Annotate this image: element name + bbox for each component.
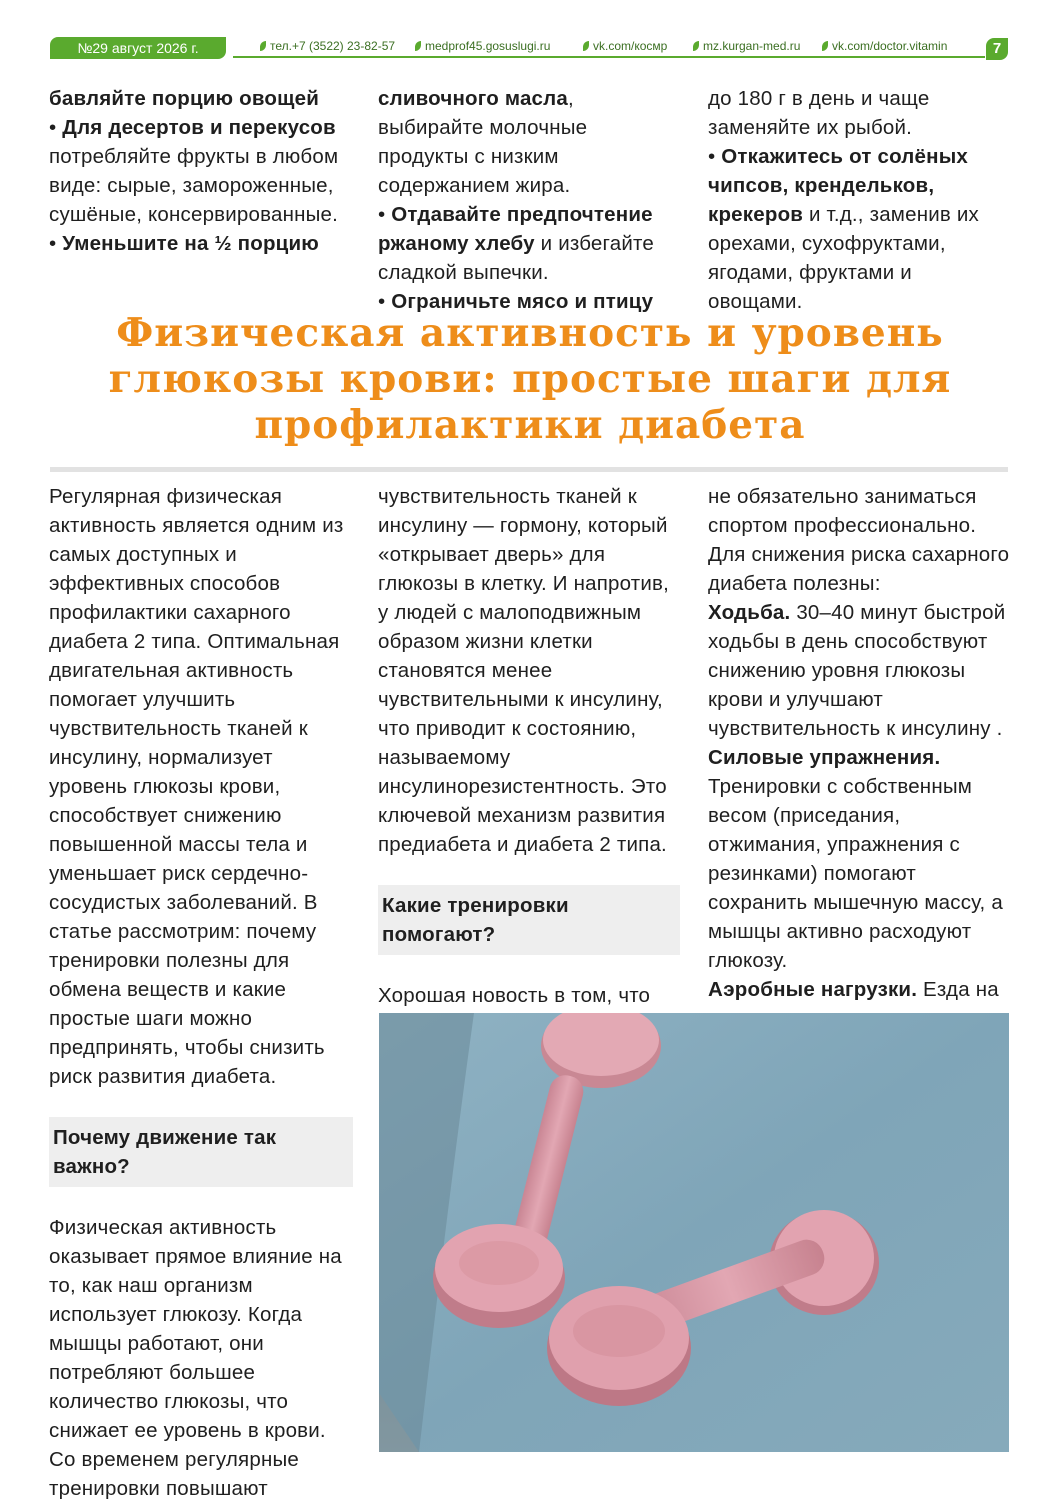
article-column-2: [378, 482, 680, 1010]
header-rule: [233, 56, 985, 58]
intro-paragraph: Регулярная физическая активность является одним из самых доступных и эффективных способов профилактики сахарного диабета 2 типа. Оптимальная двигательная активность помогает улучшить чувствительность тканей к инсулину, нормализует уровень глюкозы крови, способствует снижению повышенной массы тела и уменьшает риск сердечно-сосудистых заболеваний. В статье рассмотрим: почему тренировки полезны для обмена веществ и какие простые шаги можно предпринять, чтобы снизить риск развития диабета.: [49, 485, 344, 1088]
paragraph: Хорошая новость в том, что: [378, 984, 651, 1007]
page-number: 7: [986, 38, 1008, 60]
article-title: Физическая активность и уровень глюкозы крови: простые шаги для профилактики диабета: [108, 310, 952, 448]
leaf-icon: [260, 41, 266, 51]
strength-paragraph: Силовые упражнения. Тренировки с собственным весом (приседания, отжимания, упражнения с резинками) помогают сохранить мышечную массу, а мышцы активно расходуют глюкозу.: [708, 746, 1003, 972]
header-vk-doctor-vitamin[interactable]: vk.com/doctor.vitamin: [822, 39, 947, 53]
header-site-kurgan-med[interactable]: mz.kurgan-med.ru: [693, 39, 800, 53]
subhead-which-workouts: Какие тренировки помогают?: [378, 885, 680, 955]
issue-badge: №29 август 2026 г.: [50, 37, 226, 59]
prev-article-column-1: бавляйте порцию овощей • Для десертов и перекусов потребляйте фрукты в любом виде: сырые, замороженные, сушёные, консервированные. • Уменьшите на ½ порцию: [49, 87, 339, 255]
subhead-why-movement: Почему движение так важно?: [49, 1117, 353, 1187]
article-column-1: [49, 482, 353, 1500]
header-site-medprof[interactable]: medprof45.gosuslugi.ru: [415, 39, 550, 53]
header-vk-kosmr[interactable]: vk.com/космр: [583, 39, 667, 53]
leaf-icon: [583, 41, 589, 51]
aerobic-paragraph: Аэробные нагрузки. Езда на: [708, 978, 999, 1001]
dumbbells-photo: [379, 1013, 1009, 1452]
leaf-icon: [693, 41, 699, 51]
prev-article-column-2: сливочного масла, выбирайте молочные продукты с низким содержанием жира. • Отдавайте предпочтение ржаному хлебу и избегайте сладкой выпечки. • Ограничьте мясо и птицу: [378, 87, 654, 313]
dumbbells-illustration: [379, 1013, 1009, 1452]
walking-paragraph: Ходьба. 30–40 минут быстрой ходьбы в день способствуют снижению уровня глюкозы крови и улучшают чувствительность к инсулину .: [708, 601, 1006, 740]
article-column-3: [708, 482, 1010, 1033]
leaf-icon: [822, 41, 828, 51]
leaf-icon: [415, 41, 421, 51]
paragraph: чувствительность тканей к инсулину — гормону, который «открывает дверь» для глюкозы в клетку. И напротив, у людей с малоподвижным образом жизни клетки становятся менее чувствительными к инсулину, что приводит к состоянию, называемому инсулинорезистентность. Это ключевой механизм развития предиабета и диабета 2 типа.: [378, 485, 670, 856]
paragraph: не обязательно заниматься спортом профессионально. Для снижения риска сахарного диабета полезны:: [708, 485, 1010, 595]
paragraph: Физическая активность оказывает прямое влияние на то, как наш организм использует глюкозу. Когда мышцы работают, они потребляют большее количество глюкозы, что снижает ее уровень в крови. Со временем регулярные тренировки повышают: [49, 1216, 342, 1500]
title-divider: [50, 467, 1008, 472]
header-phone: тел.+7 (3522) 23-82-57: [260, 39, 395, 53]
prev-article-column-3: до 180 г в день и чаще заменяйте их рыбой. • Откажитесь от солёных чипсов, крендельков, крекеров и т.д., заменив их орехами, сухофруктами, ягодами, фруктами и овощами.: [708, 87, 979, 313]
